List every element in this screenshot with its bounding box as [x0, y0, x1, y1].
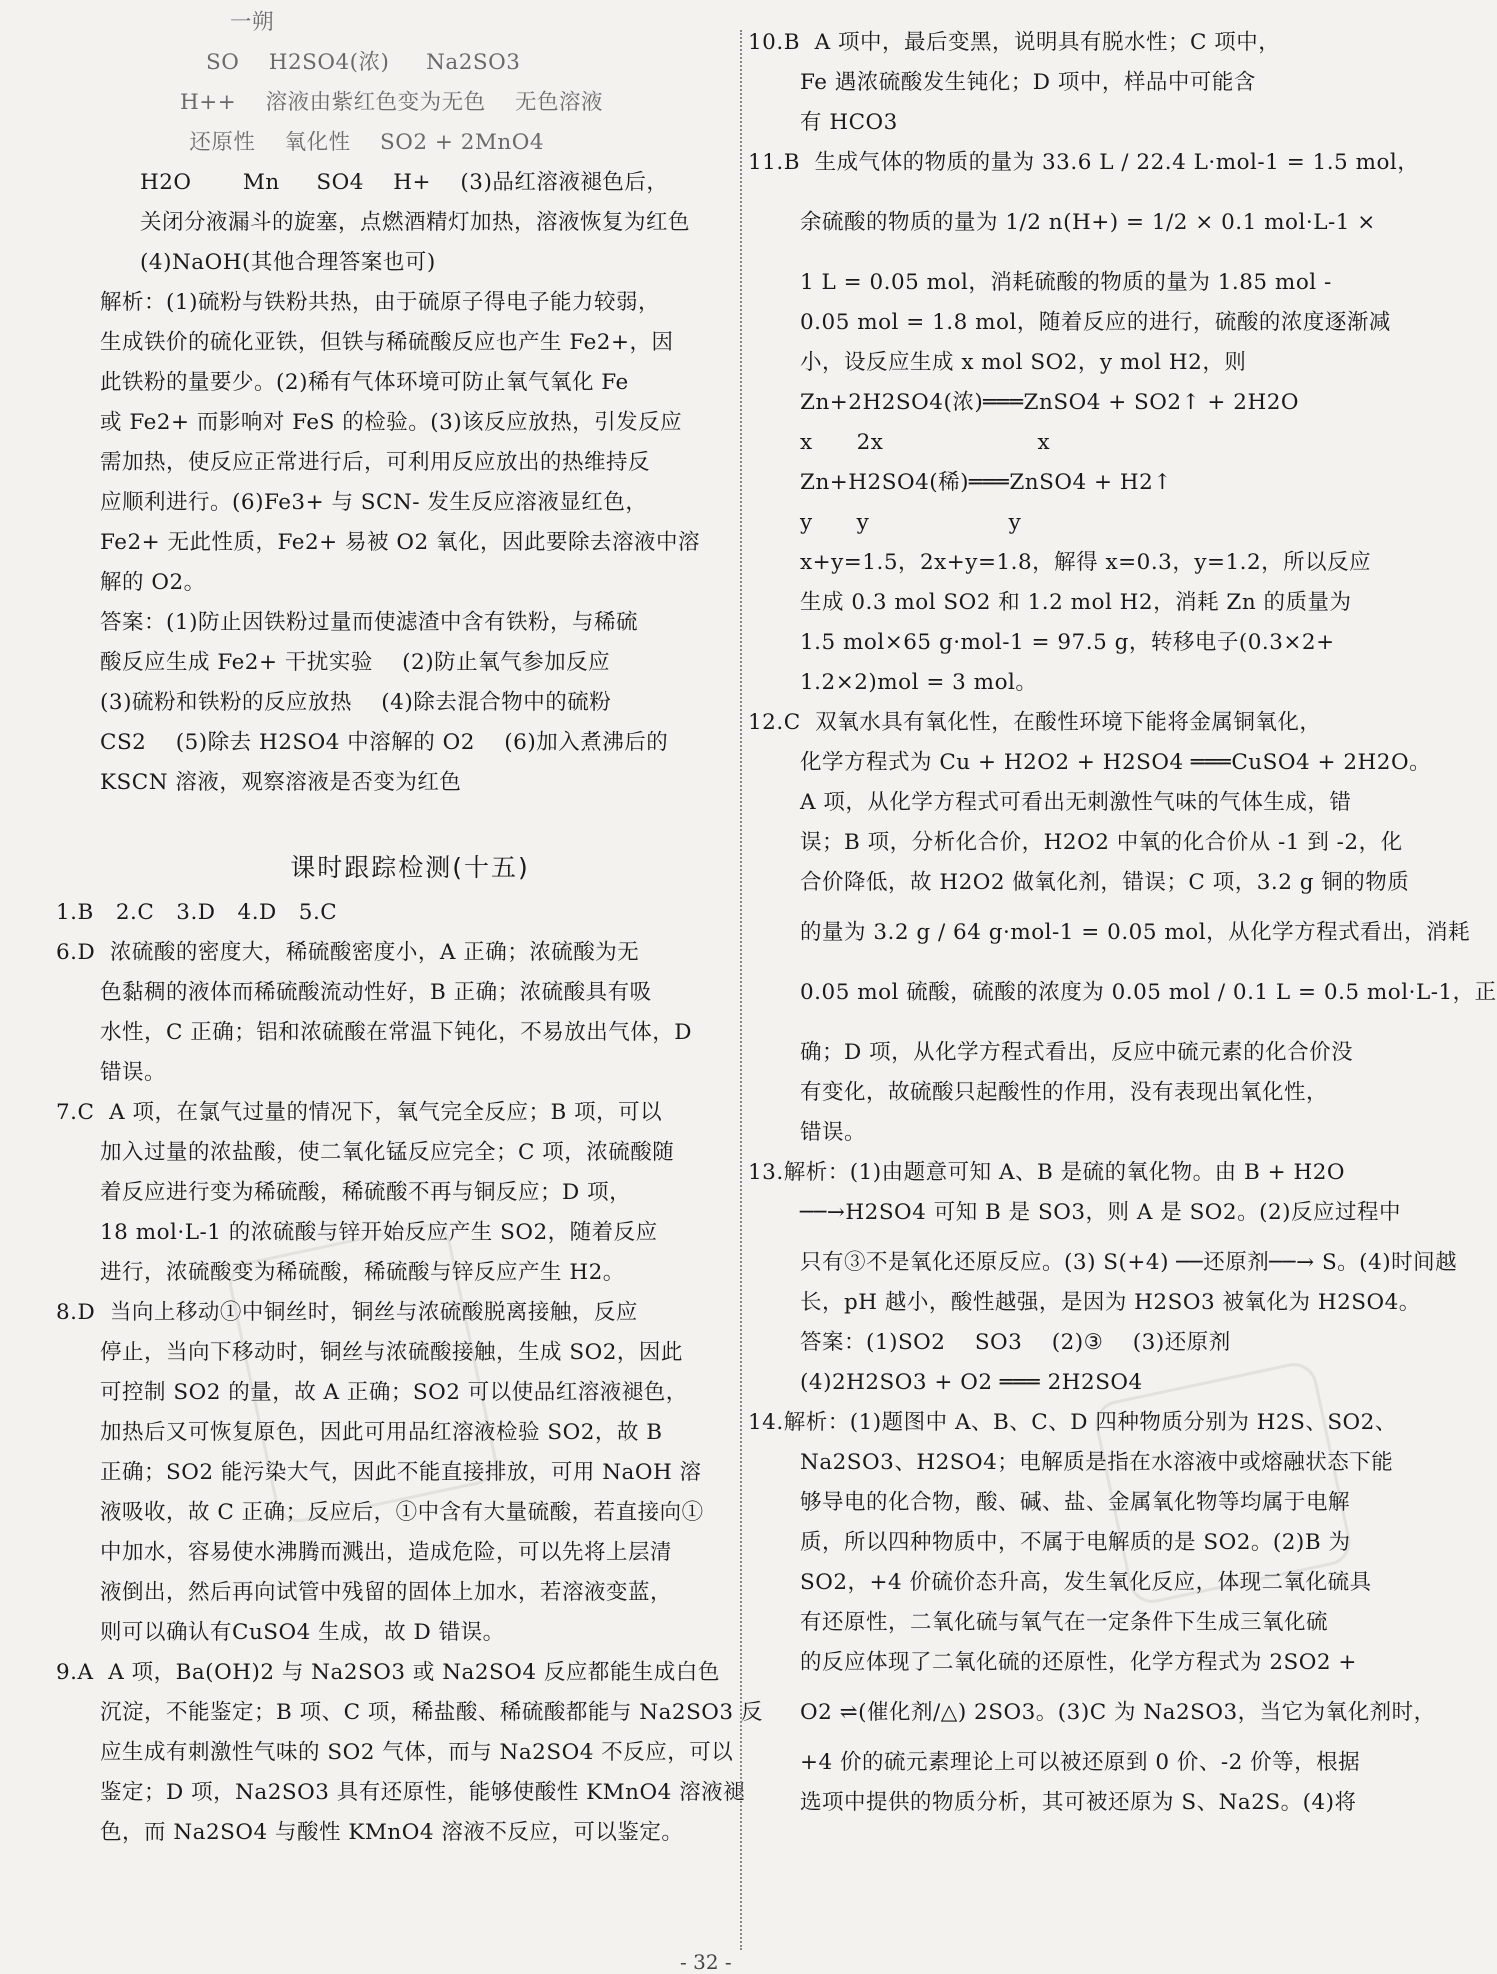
text-line: 加入过量的浓盐酸，使二氧化锰反应完全；C 项，浓硫酸随	[100, 1140, 675, 1165]
text-line: 误；B 项，分析化合价，H2O2 中氧的化合价从 -1 到 -2，化	[800, 830, 1403, 855]
text-line: 选项中提供的物质分析，其可被还原为 S、Na2S。(4)将	[800, 1790, 1357, 1815]
text-line: 合价降低，故 H2O2 做氧化剂，错误；C 项，3.2 g 铜的物质	[800, 870, 1410, 895]
text-line: 错误。	[800, 1120, 867, 1145]
text-line: y y y	[800, 510, 1022, 535]
text-line: 12.C 双氧水具有氧化性，在酸性环境下能将金属铜氧化，	[748, 710, 1322, 735]
text-line: 小，设反应生成 x mol SO2，y mol H2，则	[800, 350, 1247, 375]
text-line: 鉴定；D 项，Na2SO3 具有还原性，能够使酸性 KMnO4 溶液褪	[100, 1780, 746, 1805]
text-line: 确；D 项，从化学方程式看出，反应中硫元素的化合价没	[800, 1040, 1354, 1065]
column-divider	[740, 30, 742, 1950]
text-line: CS2 (5)除去 H2SO4 中溶解的 O2 (6)加入煮沸后的	[100, 730, 669, 755]
text-line: SO H2SO4(浓) Na2SO3	[140, 50, 521, 75]
text-line: 可控制 SO2 的量，故 A 正确；SO2 可以使品红溶液褪色，	[100, 1380, 688, 1405]
text-line: 加热后又可恢复原色，因此可用品红溶液检验 SO2，故 B	[100, 1420, 663, 1445]
text-line: 正确；SO2 能污染大气，因此不能直接排放，可用 NaOH 溶	[100, 1460, 702, 1485]
text-line: 0.05 mol 硫酸，硫酸的浓度为 0.05 mol / 0.1 L = 0.5 mol·L-1，正	[800, 980, 1497, 1005]
text-line: KSCN 溶液，观察溶液是否变为红色	[100, 770, 462, 795]
text-line: 液倒出，然后再向试管中残留的固体上加水，若溶液变蓝，	[100, 1580, 673, 1605]
text-line: 关闭分液漏斗的旋塞，点燃酒精灯加热，溶液恢复为红色	[140, 210, 691, 235]
text-line: 色，而 Na2SO4 与酸性 KMnO4 溶液不反应，可以鉴定。	[100, 1820, 684, 1845]
text-line: 停止，当向下移动时，铜丝与浓硫酸接触，生成 SO2，因此	[100, 1340, 683, 1365]
text-line: H++ 溶液由紫红色变为无色 无色溶液	[180, 90, 603, 115]
text-line: 答案：(1)SO2 SO3 (2)③ (3)还原剂	[800, 1330, 1231, 1355]
text-line: 色黏稠的液体而稀硫酸流动性好，B 正确；浓硫酸具有吸	[100, 980, 652, 1005]
text-line: 13.解析：(1)由题意可知 A、B 是硫的氧化物。由 B + H2O	[748, 1160, 1346, 1185]
text-line: 一朔	[230, 10, 275, 35]
text-line: 11.B 生成气体的物质的量为 33.6 L / 22.4 L·mol-1 = 1.5 mol，	[748, 150, 1420, 175]
section-heading: 课时跟踪检测(十五)	[290, 853, 530, 882]
text-line: 8.D 当向上移动①中铜丝时，铜丝与浓硫酸脱离接触，反应	[56, 1300, 638, 1325]
text-line: 解析：(1)硫粉与铁粉共热，由于硫原子得电子能力较弱，	[100, 290, 660, 315]
text-line: ──→H2SO4 可知 B 是 SO3，则 A 是 SO2。(2)反应过程中	[800, 1200, 1402, 1225]
text-line: 应顺利进行。(6)Fe3+ 与 SCN- 发生反应溶液显红色，	[100, 490, 648, 515]
text-line: 应生成有刺激性气味的 SO2 气体，而与 Na2SO4 不反应，可以	[100, 1740, 734, 1765]
text-line: (3)硫粉和铁粉的反应放热 (4)除去混合物中的硫粉	[100, 690, 612, 715]
text-line: 或 Fe2+ 而影响对 FeS 的检验。(3)该反应放热，引发反应	[100, 410, 683, 435]
text-line: 的反应体现了二氧化硫的还原性，化学方程式为 2SO2 +	[800, 1650, 1357, 1675]
text-line: +4 价的硫元素理论上可以被还原到 0 价、-2 价等，根据	[800, 1750, 1361, 1775]
text-line: 1 L = 0.05 mol，消耗硫酸的物质的量为 1.85 mol -	[800, 270, 1332, 295]
text-line: 水性，C 正确；铝和浓硫酸在常温下钝化，不易放出气体，D	[100, 1020, 693, 1045]
text-line: 只有③不是氧化还原反应。(3) S(+4) ──还原剂──→ S。(4)时间越	[800, 1250, 1458, 1275]
text-line: 沉淀，不能鉴定；B 项、C 项，稀盐酸、稀硫酸都能与 Na2SO3 反	[100, 1700, 763, 1725]
text-line: 液吸收，故 C 正确；反应后，①中含有大量硫酸，若直接向①	[100, 1500, 704, 1525]
text-line: 错误。	[100, 1060, 167, 1085]
text-line: SO2，+4 价硫价态升高，发生氧化反应，体现二氧化硫具	[800, 1570, 1372, 1595]
text-line: 答案：(1)防止因铁粉过量而使滤渣中含有铁粉，与稀硫	[100, 610, 638, 635]
text-line: Fe2+ 无此性质，Fe2+ 易被 O2 氧化，因此要除去溶液中溶	[100, 530, 700, 555]
text-line: 7.C A 项，在氯气过量的情况下，氧气完全反应；B 项，可以	[56, 1100, 663, 1125]
text-line: Na2SO3、H2SO4；电解质是指在水溶液中或熔融状态下能	[800, 1450, 1394, 1475]
text-line: x 2x x	[800, 430, 1051, 455]
text-line: 1.2×2)mol = 3 mol。	[800, 670, 1038, 695]
text-line: 此铁粉的量要少。(2)稀有气体环境可防止氧气氧化 Fe	[100, 370, 629, 395]
text-line: 解的 O2。	[100, 570, 206, 595]
text-line: 长，pH 越小，酸性越强，是因为 H2SO3 被氧化为 H2SO4。	[800, 1290, 1421, 1315]
text-line: 酸反应生成 Fe2+ 干扰实验 (2)防止氧气参加反应	[100, 650, 611, 675]
text-line: 进行，浓硫酸变为稀硫酸，稀硫酸与锌反应产生 H2。	[100, 1260, 625, 1285]
text-line: 质，所以四种物质中，不属于电解质的是 SO2。(2)B 为	[800, 1530, 1351, 1555]
text-line: A 项，从化学方程式可看出无刺激性气味的气体生成，错	[800, 790, 1352, 815]
text-line: 6.D 浓硫酸的密度大，稀硫酸密度小，A 正确；浓硫酸为无	[56, 940, 640, 965]
text-line: Zn+H2SO4(稀)═══ZnSO4 + H2↑	[800, 470, 1172, 495]
text-line: 有 HCO3	[800, 110, 898, 135]
text-line: 化学方程式为 Cu + H2O2 + H2SO4 ═══CuSO4 + 2H2O。	[800, 750, 1432, 775]
text-line: 1.5 mol×65 g·mol-1 = 97.5 g，转移电子(0.3×2+	[800, 630, 1335, 655]
text-line: 14.解析：(1)题图中 A、B、C、D 四种物质分别为 H2S、SO2、	[748, 1410, 1397, 1435]
text-line: 需加热，使反应正常进行后，可利用反应放出的热维持反	[100, 450, 651, 475]
text-line: 0.05 mol = 1.8 mol，随着反应的进行，硫酸的浓度逐渐减	[800, 310, 1391, 335]
text-line: H2O Mn SO4 H+ (3)品红溶液褪色后，	[140, 170, 669, 195]
text-line: (4)NaOH(其他合理答案也可)	[140, 250, 436, 275]
page-number: - 32 -	[680, 1950, 732, 1974]
text-line: 有还原性，二氧化硫与氧气在一定条件下生成三氧化硫	[800, 1610, 1329, 1635]
text-line: 中加水，容易使水沸腾而溅出，造成危险，可以先将上层清	[100, 1540, 673, 1565]
text-line: O2 ⇌(催化剂/△) 2SO3。(3)C 为 Na2SO3，当它为氧化剂时，	[800, 1700, 1436, 1725]
text-line: 有变化，故硫酸只起酸性的作用，没有表现出氧化性，	[800, 1080, 1329, 1105]
text-line: 1.B 2.C 3.D 4.D 5.C	[56, 900, 338, 925]
text-line: 10.B A 项中，最后变黑，说明具有脱水性；C 项中，	[748, 30, 1281, 55]
text-line: Fe 遇浓硫酸发生钝化；D 项中，样品中可能含	[800, 70, 1256, 95]
text-line: 还原性 氧化性 SO2 + 2MnO4	[160, 130, 545, 155]
text-line: 着反应进行变为稀硫酸，稀硫酸不再与铜反应；D 项，	[100, 1180, 632, 1205]
text-line: 则可以确认有CuSO4 生成，故 D 错误。	[100, 1620, 505, 1645]
text-line: Zn+2H2SO4(浓)═══ZnSO4 + SO2↑ + 2H2O	[800, 390, 1300, 415]
text-line: 生成 0.3 mol SO2 和 1.2 mol H2，消耗 Zn 的质量为	[800, 590, 1352, 615]
text-line: 18 mol·L-1 的浓硫酸与锌开始反应产生 SO2，随着反应	[100, 1220, 658, 1245]
text-line: 的量为 3.2 g / 64 g·mol-1 = 0.05 mol，从化学方程式看出，消耗	[800, 920, 1471, 945]
text-line: (4)2H2SO3 + O2 ═══ 2H2SO4	[800, 1370, 1143, 1395]
text-line: x+y=1.5，2x+y=1.8，解得 x=0.3，y=1.2，所以反应	[800, 550, 1372, 575]
text-line: 生成铁价的硫化亚铁，但铁与稀硫酸反应也产生 Fe2+，因	[100, 330, 674, 355]
text-line: 够导电的化合物，酸、碱、盐、金属氧化物等均属于电解	[800, 1490, 1351, 1515]
text-line: 9.A A 项，Ba(OH)2 与 Na2SO3 或 Na2SO4 反应都能生成白色	[56, 1660, 720, 1685]
text-line: 余硫酸的物质的量为 1/2 n(H+) = 1/2 × 0.1 mol·L-1 ×	[800, 210, 1376, 235]
